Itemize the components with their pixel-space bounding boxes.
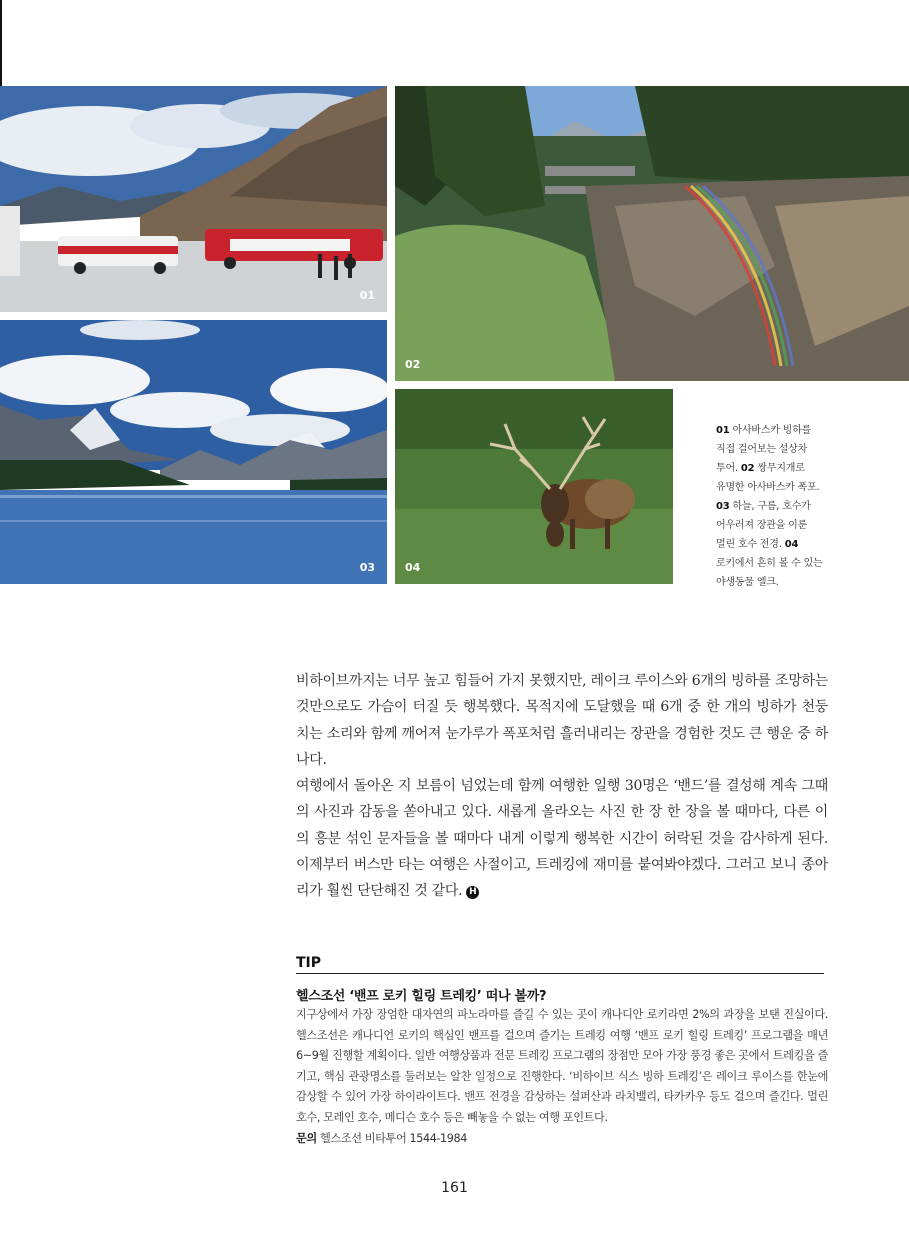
photo-maligne-lake (0, 320, 387, 584)
paragraph: 비하이브까지는 너무 높고 힘들어 가지 못했지만, 레이크 루이스와 6개의 빙하를 조망하는 것만으로도 가슴이 터질 듯 행복했다. 목적지에 도달했을 때 6개 중 한 개의 빙하가 천둥 치는 소리와 함께 깨어져 눈가루가 폭포처럼 흘러내리는 장관을 경험한 것도 큰 행운 중 하나다. (296, 673, 828, 768)
contact-label: 문의 (296, 1131, 317, 1145)
photo-caption (716, 421, 828, 592)
photo-icefield-snowcoach (0, 86, 387, 312)
tip-text: 지구상에서 가장 장엄한 대자연의 파노라마를 즐길 수 있는 곳이 캐나디안 로키라면 2%의 과장을 보탠 진실이다. 헬스조선은 캐나디언 로키의 핵심인 밴프를 걸으며 즐기는 트레킹 여행 ‘밴프 로키 힐링 트레킹’ 프로그램을 매년 6~9월 진행할 계획이다. 일반 여행상품과 전문 트레킹 프로그램의 장점만 모아 가장 풍경 좋은 곳에서 트레킹을 즐기고, 핵심 관광명소를 둘러보는 알찬 일정으로 진행한다. ‘비하이브 식스 빙하 트레킹’은 레이크 루이스를 한눈에 감상할 수 있어 가장 하이라이트다. 밴프 전경을 감상하는 설퍼산과 라치밸리, 타카카우 등도 걸으며 즐긴다. 멀린 호수, 모레인 호수, 메디슨 호수 등은 빼놓을 수 없는 여행 포인트다. (296, 1008, 828, 1124)
paragraph (296, 773, 828, 904)
tip-body (296, 1005, 828, 1149)
caption-num: 01 (716, 425, 730, 436)
photo-number: 02 (405, 358, 421, 371)
page-number: 161 (441, 1180, 468, 1196)
photo-elk (395, 389, 673, 584)
caption-text: 아사바스카 빙하를 직접 걸어보는 설상차 투어. (716, 425, 812, 474)
photo-number: 04 (405, 561, 421, 574)
photo-number: 03 (359, 561, 375, 574)
tip-heading: 헬스조선 ‘밴프 로키 힐링 트레킹’ 떠나 볼까? (296, 989, 547, 1004)
photo-athabasca-falls (395, 86, 909, 381)
tip-contact (296, 1129, 828, 1150)
contact-text: 헬스조선 비타투어 1544-1984 (316, 1131, 467, 1145)
paragraph-text: 여행에서 돌아온 지 보름이 넘었는데 함께 여행한 일행 30명은 ‘밴드’를 결성해 계속 그때의 사진과 감동을 쏟아내고 있다. 새롭게 올라오는 사진 한 장 한 장을 볼 때마다, 다른 이의 흥분 섞인 문자들을 볼 때마다 내게 이렇게 행복한 시간이 허락된 것을 감사하게 된다. 이제부터 버스만 타는 여행은 사절이고, 트레킹에 재미를 붙여봐야겠다. 그러고 보니 종아리가 훨씬 단단해진 것 같다. (296, 778, 828, 900)
caption-num: 04 (784, 539, 799, 550)
divider (296, 973, 824, 974)
end-mark-icon: H (466, 886, 479, 899)
photo-number: 01 (359, 289, 375, 302)
article-body (296, 668, 828, 905)
caption-text: 하늘, 구름, 호수가 어우러져 장관을 이룬 멀린 호수 전경. (716, 501, 811, 550)
tip-label: TIP (296, 955, 322, 971)
caption-num: 02 (740, 463, 755, 474)
margin-rule (0, 0, 2, 86)
caption-num: 03 (716, 501, 730, 512)
caption-text: 로키에서 흔히 볼 수 있는 야생동물 엘크. (716, 558, 823, 588)
caption-text: 쌍무지개로 유명한 아사바스카 폭포. (716, 463, 820, 493)
